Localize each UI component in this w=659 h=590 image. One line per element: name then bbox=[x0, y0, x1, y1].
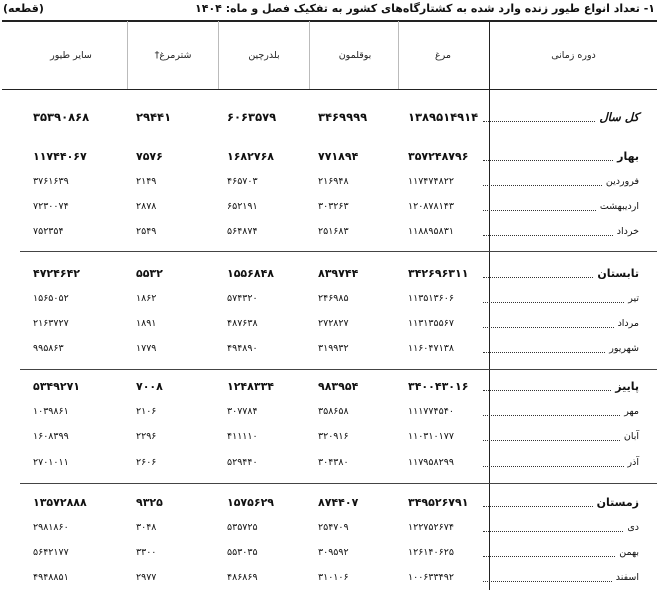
chicken-cell: ۳۵۷۲۴۸۷۹۶ bbox=[408, 149, 469, 163]
other-poultry-cell: ۱۰۳۹۸۶۱ bbox=[33, 405, 69, 417]
turkey-cell: ۳۱۹۹۳۲ bbox=[318, 342, 349, 354]
period-label-text: مرداد bbox=[617, 317, 639, 329]
header-period: دوره زمانی bbox=[551, 49, 596, 61]
other-poultry-cell: ۱۵۶۵۰۵۲ bbox=[33, 292, 69, 304]
other-poultry-cell: ۷۵۲۳۵۴ bbox=[33, 225, 64, 237]
period-label-text: بهار bbox=[617, 149, 639, 163]
turkey-cell: ۲۴۶۹۸۵ bbox=[318, 292, 349, 304]
month-row bbox=[0, 516, 659, 538]
leader-dots bbox=[483, 381, 611, 391]
ostrich-cell: ۲۵۴۹ bbox=[136, 225, 157, 237]
header-ostrich: شترمرغ† bbox=[154, 49, 192, 61]
title-bar bbox=[0, 0, 659, 20]
quail-cell: ۱۲۴۸۳۳۴ bbox=[227, 379, 274, 393]
period-label bbox=[479, 312, 639, 334]
other-poultry-cell: ۱۱۷۴۴۰۶۷ bbox=[33, 149, 87, 163]
month-row bbox=[0, 287, 659, 309]
other-poultry-cell: ۲۱۶۳۷۲۷ bbox=[33, 317, 69, 329]
other-poultry-cell: ۲۷۰۱۰۱۱ bbox=[33, 456, 69, 468]
ostrich-cell: ۳۳۰۰ bbox=[136, 546, 157, 558]
quail-cell: ۴۸۷۶۳۸ bbox=[227, 317, 258, 329]
ostrich-cell: ۲۲۹۶ bbox=[136, 430, 157, 442]
ostrich-cell: ۹۳۲۵ bbox=[136, 495, 163, 509]
period-label-text: کل سال bbox=[599, 110, 639, 124]
turkey-cell: ۳۱۰۱۰۶ bbox=[318, 571, 349, 583]
header-divider bbox=[218, 21, 219, 89]
group-separator bbox=[20, 251, 657, 252]
quail-cell: ۴۶۵۷۰۳ bbox=[227, 175, 258, 187]
leader-dots bbox=[483, 201, 596, 211]
turkey-cell: ۹۸۳۹۵۴ bbox=[318, 379, 359, 393]
period-label bbox=[479, 451, 639, 473]
turkey-cell: ۸۳۹۷۴۴ bbox=[318, 266, 359, 280]
other-poultry-cell: ۴۷۲۴۶۴۲ bbox=[33, 266, 80, 280]
turkey-cell: ۳۰۹۵۹۲ bbox=[318, 546, 349, 558]
other-poultry-cell: ۴۹۴۸۸۵۱ bbox=[33, 571, 69, 583]
chicken-cell: ۳۴۰۰۴۳۰۱۶ bbox=[408, 379, 469, 393]
quail-cell: ۵۲۹۴۴۰ bbox=[227, 456, 258, 468]
leader-dots bbox=[483, 176, 602, 186]
leader-dots bbox=[483, 431, 620, 441]
month-row bbox=[0, 312, 659, 334]
chicken-cell: ۳۴۹۵۲۶۷۹۱ bbox=[408, 495, 469, 509]
ostrich-cell: ۲۱۰۶ bbox=[136, 405, 157, 417]
quail-cell: ۵۷۴۳۲۰ bbox=[227, 292, 258, 304]
leader-dots bbox=[483, 343, 605, 353]
chicken-cell: ۱۱۱۷۷۴۵۴۰ bbox=[408, 405, 454, 417]
period-label bbox=[479, 425, 639, 447]
period-label-text: اردیبهشت bbox=[599, 200, 639, 212]
period-label-text: زمستان bbox=[596, 495, 639, 509]
month-row bbox=[0, 400, 659, 422]
header-divider bbox=[398, 21, 399, 89]
other-poultry-cell: ۳۷۶۱۶۳۹ bbox=[33, 175, 69, 187]
season-row bbox=[0, 262, 659, 284]
season-row bbox=[0, 491, 659, 513]
leader-dots bbox=[483, 572, 612, 582]
quail-cell: ۴۱۱۱۱۰ bbox=[227, 430, 258, 442]
header-quail: بلدرچین bbox=[248, 49, 280, 61]
season-row bbox=[0, 145, 659, 167]
period-label-text: تیر bbox=[628, 292, 639, 304]
leader-dots bbox=[483, 522, 623, 532]
period-label bbox=[479, 170, 639, 192]
period-label-text: آذر bbox=[627, 456, 639, 468]
period-label-text: پاییز bbox=[615, 379, 639, 393]
turkey-cell: ۲۱۶۹۴۸ bbox=[318, 175, 349, 187]
turkey-cell: ۳۰۴۳۸۰ bbox=[318, 456, 349, 468]
chicken-cell: ۱۱۶۰۴۷۱۳۸ bbox=[408, 342, 454, 354]
period-label-text: بهمن bbox=[619, 546, 639, 558]
period-label bbox=[479, 400, 639, 422]
total-row bbox=[0, 106, 659, 128]
period-label-text: مهر bbox=[624, 405, 639, 417]
period-label-text: تابستان bbox=[597, 266, 639, 280]
turkey-cell: ۷۷۱۸۹۴ bbox=[318, 149, 359, 163]
chicken-cell: ۱۱۸۸۹۵۸۳۱ bbox=[408, 225, 454, 237]
month-row bbox=[0, 220, 659, 242]
leader-dots bbox=[483, 497, 593, 507]
turkey-cell: ۳۰۳۲۶۳ bbox=[318, 200, 349, 212]
turkey-cell: ۲۵۴۷۰۹ bbox=[318, 521, 349, 533]
header-turkey: بوقلمون bbox=[338, 49, 372, 61]
turkey-cell: ۸۷۴۴۰۷ bbox=[318, 495, 359, 509]
table-title: ۱- تعداد انواع طیور زنده وارد شده به کشتارگاه‌های کشور به تفکیک فصل و ماه: ۱۴۰۴ bbox=[195, 2, 655, 15]
chicken-cell: ۳۴۲۶۹۶۳۱۱ bbox=[408, 266, 469, 280]
leader-dots bbox=[483, 226, 613, 236]
month-row bbox=[0, 451, 659, 473]
period-label bbox=[479, 516, 639, 538]
period-label bbox=[479, 106, 639, 128]
quail-cell: ۴۹۴۸۹۰ bbox=[227, 342, 258, 354]
chicken-cell: ۱۱۷۹۵۸۲۹۹ bbox=[408, 456, 454, 468]
period-label bbox=[479, 262, 639, 284]
other-poultry-cell: ۱۳۵۷۲۸۸۸ bbox=[33, 495, 87, 509]
ostrich-cell: ۲۱۴۹ bbox=[136, 175, 157, 187]
ostrich-cell: ۲۹۷۷ bbox=[136, 571, 157, 583]
month-row bbox=[0, 170, 659, 192]
chicken-cell: ۱۱۰۳۱۰۱۷۷ bbox=[408, 430, 454, 442]
header-divider bbox=[309, 21, 310, 89]
leader-dots bbox=[483, 112, 595, 122]
ostrich-cell: ۲۸۷۸ bbox=[136, 200, 157, 212]
other-poultry-cell: ۲۹۸۱۸۶۰ bbox=[33, 521, 69, 533]
period-label bbox=[479, 145, 639, 167]
quail-cell: ۵۶۴۸۷۴ bbox=[227, 225, 258, 237]
other-poultry-cell: ۵۳۴۹۲۷۱ bbox=[33, 379, 80, 393]
period-label-text: خرداد bbox=[616, 225, 639, 237]
ostrich-cell: ۲۶۰۶ bbox=[136, 456, 157, 468]
month-row bbox=[0, 425, 659, 447]
unit-label: (قطعه) bbox=[3, 2, 44, 15]
group-separator bbox=[20, 483, 657, 484]
turkey-cell: ۳۲۰۹۱۶ bbox=[318, 430, 349, 442]
header-other-poultry: سایر طیور bbox=[50, 49, 92, 61]
period-label bbox=[479, 287, 639, 309]
quail-cell: ۵۳۵۷۲۵ bbox=[227, 521, 258, 533]
period-label bbox=[479, 375, 639, 397]
turkey-cell: ۳۵۸۶۵۸ bbox=[318, 405, 349, 417]
period-label bbox=[479, 566, 639, 588]
period-label-text: فروردین bbox=[605, 175, 639, 187]
other-poultry-cell: ۳۵۳۹۰۸۶۸ bbox=[33, 110, 90, 124]
leader-dots bbox=[483, 293, 624, 303]
quail-cell: ۱۶۸۲۷۶۸ bbox=[227, 149, 274, 163]
chicken-cell: ۱۲۶۱۴۰۶۲۵ bbox=[408, 546, 454, 558]
chicken-cell: ۱۲۰۸۷۸۱۴۳ bbox=[408, 200, 454, 212]
month-row bbox=[0, 566, 659, 588]
period-label bbox=[479, 220, 639, 242]
quail-cell: ۱۵۵۶۸۴۸ bbox=[227, 266, 274, 280]
leader-dots bbox=[483, 457, 624, 467]
quail-cell: ۶۵۲۱۹۱ bbox=[227, 200, 258, 212]
turkey-cell: ۳۴۶۹۹۹۹ bbox=[318, 110, 368, 124]
leader-dots bbox=[483, 406, 620, 416]
chicken-cell: ۱۱۳۵۱۳۶۰۶ bbox=[408, 292, 454, 304]
chicken-cell: ۱۳۸۹۵۱۴۹۱۴ bbox=[408, 110, 479, 124]
ostrich-cell: ۱۸۹۱ bbox=[136, 317, 157, 329]
leader-dots bbox=[483, 268, 593, 278]
month-row bbox=[0, 541, 659, 563]
quail-cell: ۱۵۷۵۶۲۹ bbox=[227, 495, 274, 509]
other-poultry-cell: ۱۶۰۸۳۹۹ bbox=[33, 430, 69, 442]
chicken-cell: ۱۲۲۷۵۲۶۷۴ bbox=[408, 521, 454, 533]
period-label-text: آبان bbox=[623, 430, 639, 442]
month-row bbox=[0, 195, 659, 217]
other-poultry-cell: ۵۶۴۲۱۷۷ bbox=[33, 546, 69, 558]
ostrich-cell: ۵۵۳۲ bbox=[136, 266, 163, 280]
chicken-cell: ۱۰۰۶۳۳۴۹۲ bbox=[408, 571, 454, 583]
ostrich-cell: ۲۹۴۴۱ bbox=[136, 110, 172, 124]
ostrich-cell: ۳۰۴۸ bbox=[136, 521, 157, 533]
period-label bbox=[479, 541, 639, 563]
quail-cell: ۳۰۷۷۸۴ bbox=[227, 405, 258, 417]
period-label bbox=[479, 491, 639, 513]
ostrich-cell: ۱۸۶۲ bbox=[136, 292, 157, 304]
season-row bbox=[0, 375, 659, 397]
other-poultry-cell: ۹۹۵۸۶۳ bbox=[33, 342, 64, 354]
header-divider bbox=[127, 21, 128, 89]
chicken-cell: ۱۱۷۴۷۴۸۲۲ bbox=[408, 175, 454, 187]
turkey-cell: ۲۷۲۸۲۷ bbox=[318, 317, 349, 329]
ostrich-cell: ۱۷۷۹ bbox=[136, 342, 157, 354]
month-row bbox=[0, 337, 659, 359]
ostrich-cell: ۷۵۷۶ bbox=[136, 149, 163, 163]
leader-dots bbox=[483, 547, 615, 557]
leader-dots bbox=[483, 318, 614, 328]
quail-cell: ۶۰۶۳۵۷۹ bbox=[227, 110, 277, 124]
header-chicken: مرغ bbox=[435, 49, 451, 61]
period-label bbox=[479, 195, 639, 217]
period-label-text: دی bbox=[627, 521, 639, 533]
turkey-cell: ۲۵۱۶۸۳ bbox=[318, 225, 349, 237]
ostrich-cell: ۷۰۰۸ bbox=[136, 379, 163, 393]
group-separator bbox=[20, 369, 657, 370]
period-label bbox=[479, 337, 639, 359]
quail-cell: ۵۵۳۰۳۵ bbox=[227, 546, 258, 558]
chicken-cell: ۱۱۳۱۳۵۵۶۷ bbox=[408, 317, 454, 329]
other-poultry-cell: ۷۲۳۰۰۷۴ bbox=[33, 200, 69, 212]
quail-cell: ۴۸۶۸۶۹ bbox=[227, 571, 258, 583]
leader-dots bbox=[483, 151, 613, 161]
period-label-text: اسفند bbox=[615, 571, 639, 583]
period-label-text: شهریور bbox=[609, 342, 639, 354]
